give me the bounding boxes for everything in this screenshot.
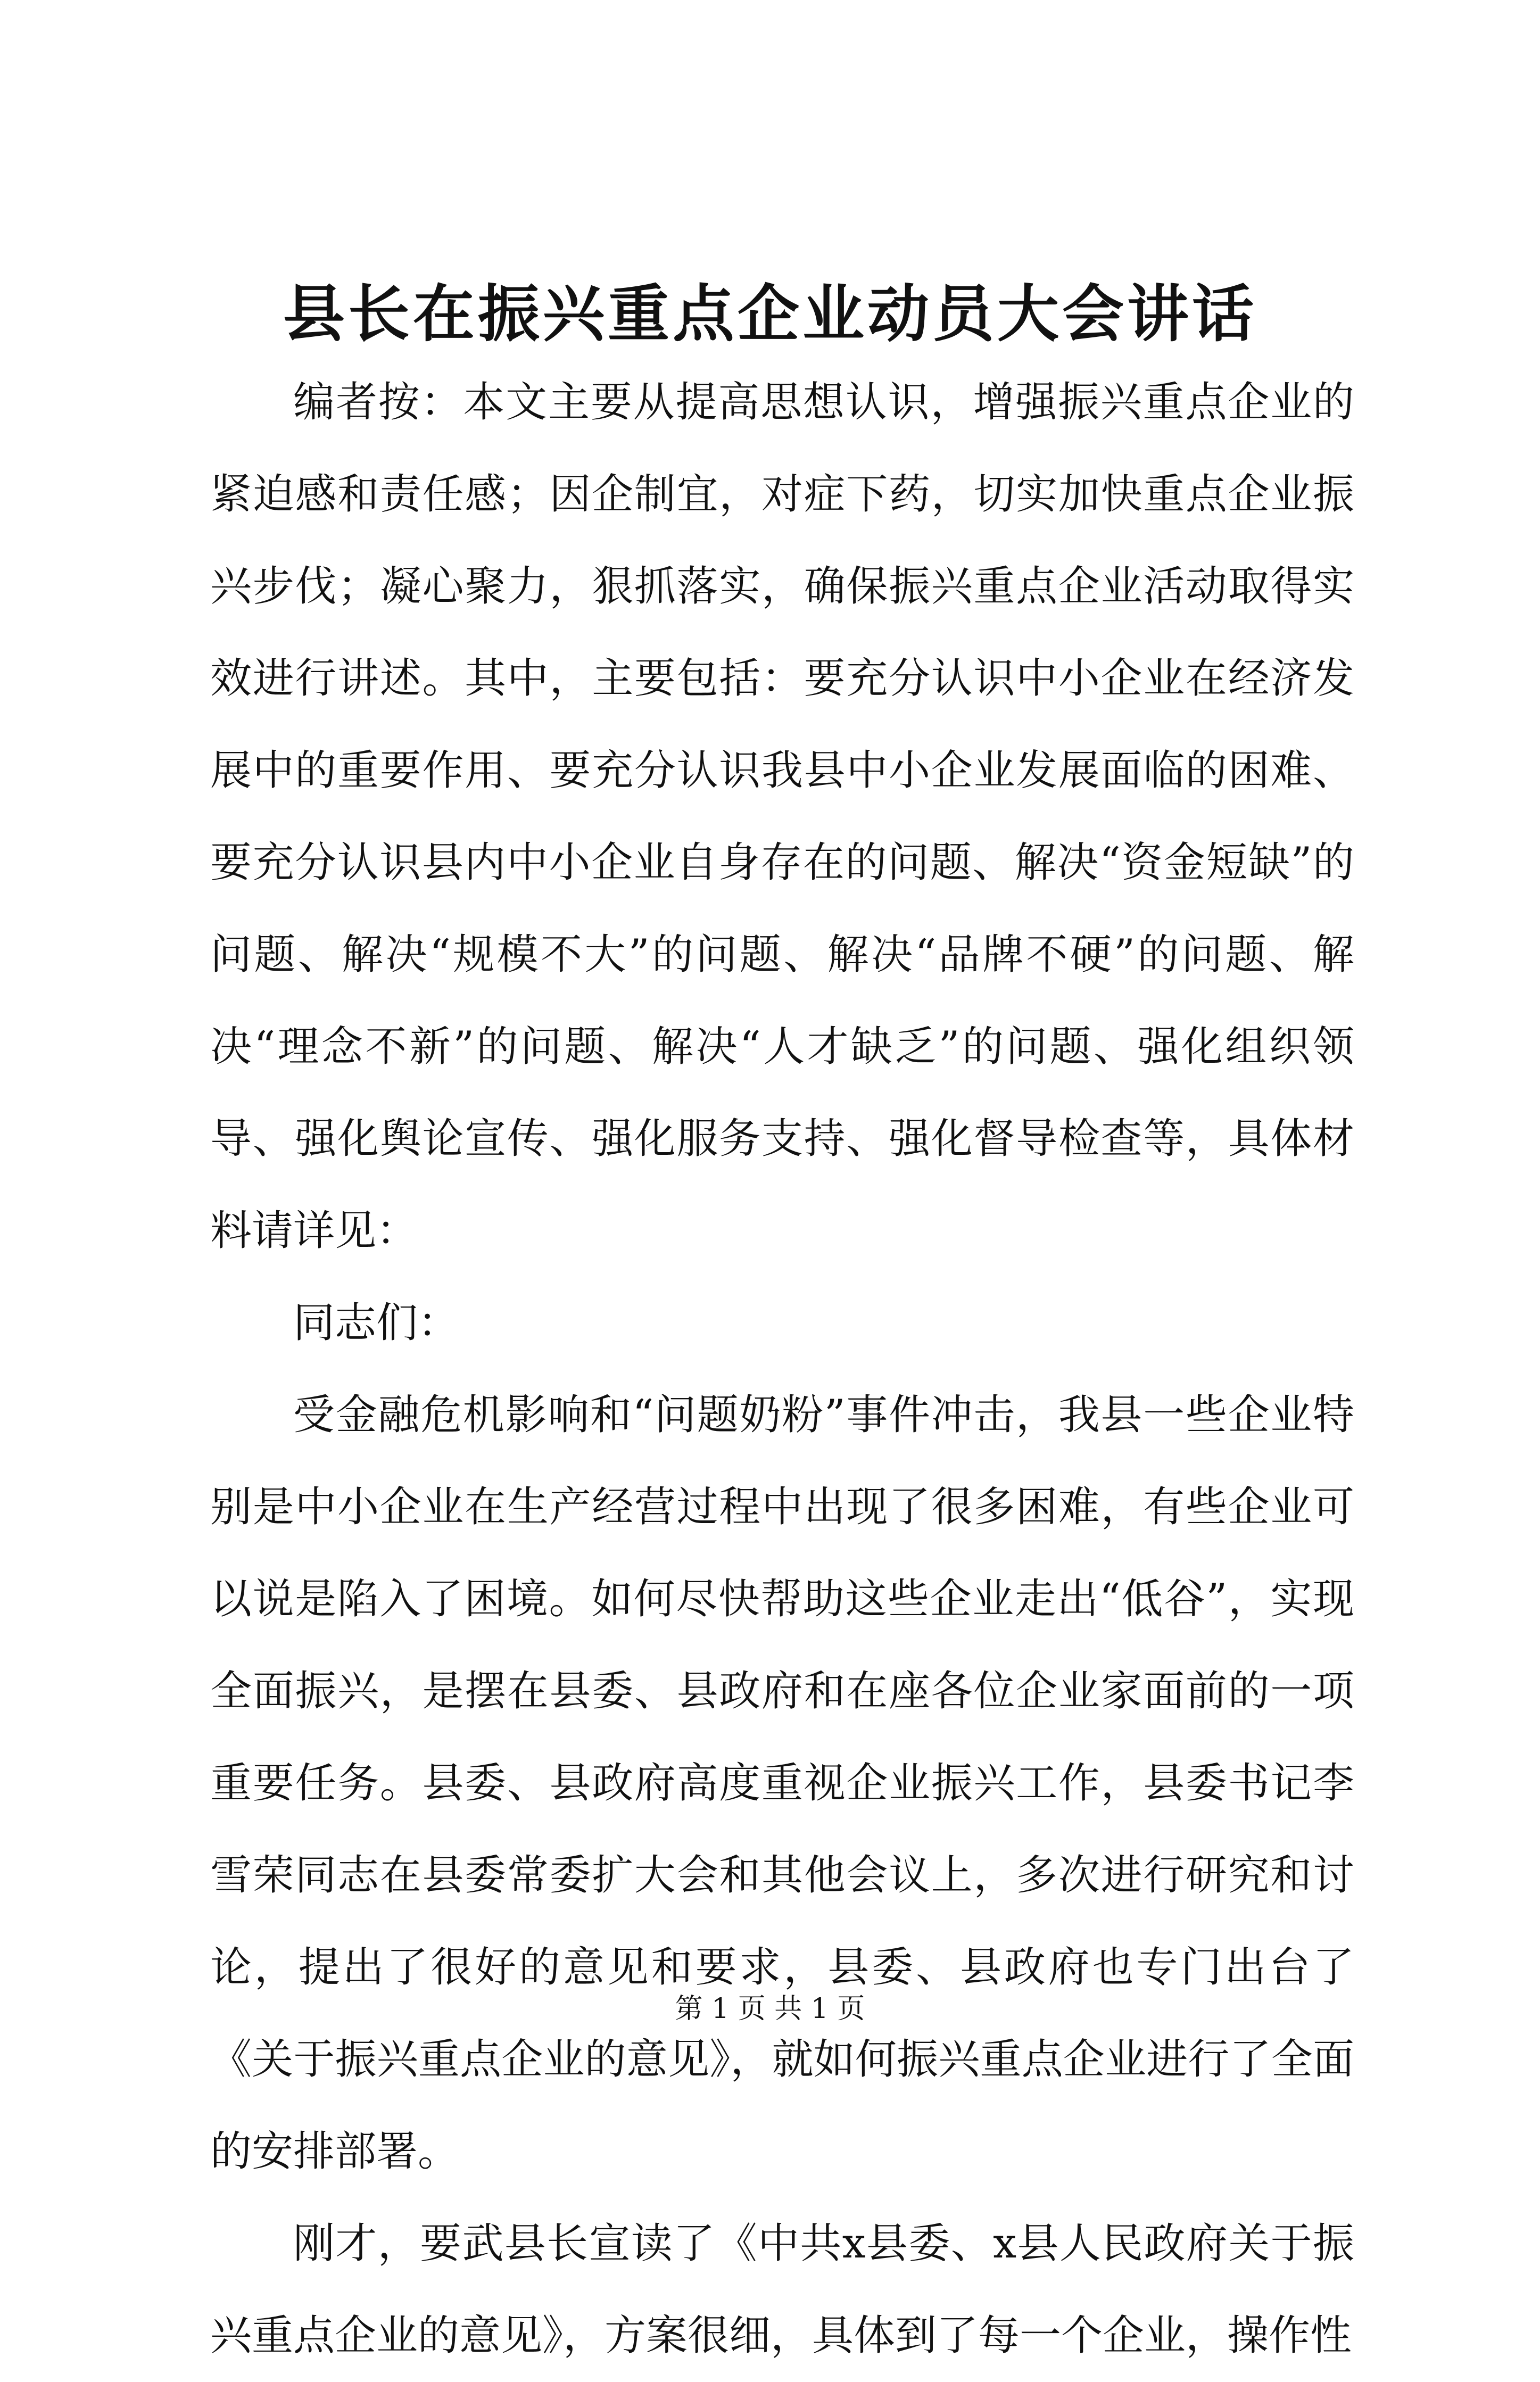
body-paragraph: 受金融危机影响和“问题奶粉”事件冲击，我县一些企业特别是中小企业在生产经营过程中出现了很多困难，有些企业可以说是陷入了困境。如何尽快帮助这些企业走出“低谷”，实现全面振兴，是摆在县委、县政府和在座各位企业家面前的一项重要任务。县委、县政府高度重视企业振兴工作，县委书记李雪荣同志在县委常委扩大会和其他会议上，多次进行研究和讨论，提出了很好的意见和要求，县委、县政府也专门出台了《关于振兴重点企业的意见》，就如何振兴重点企业进行了全面的安排部署。 [210, 1391, 1354, 2176]
salutation-paragraph: 同志们： [293, 1299, 460, 1347]
document-body [210, 357, 1354, 2382]
body-paragraph: 刚才，要武县长宣读了《中共x县委、x县人民政府关于振兴重点企业的意见》，方案很细，具体到了每一个企业，操作性 [210, 2220, 1354, 2360]
document-title: 县长在振兴重点企业动员大会讲话 [283, 278, 1257, 350]
editor-note-paragraph: 编者按：本文主要从提高思想认识，增强振兴重点企业的紧迫感和责任感；因企制宜，对症下药，切实加快重点企业振兴步伐；凝心聚力，狠抓落实，确保振兴重点企业活动取得实效进行讲述。其中，主要包括：要充分认识中小企业在经济发展中的重要作用、要充分认识我县中小企业发展面临的困难、要充分认识县内中小企业自身存在的问题、解决“资金短缺”的问题、解决“规模不大”的问题、解决“品牌不硬”的问题、解决“理念不新”的问题、解决“人才缺乏”的问题、强化组织领导、强化舆论宣传、强化服务支持、强化督导检查等，具体材料请详见： [210, 378, 1354, 1255]
page-footer: 第 1 页 共 1 页 [675, 1993, 865, 2025]
